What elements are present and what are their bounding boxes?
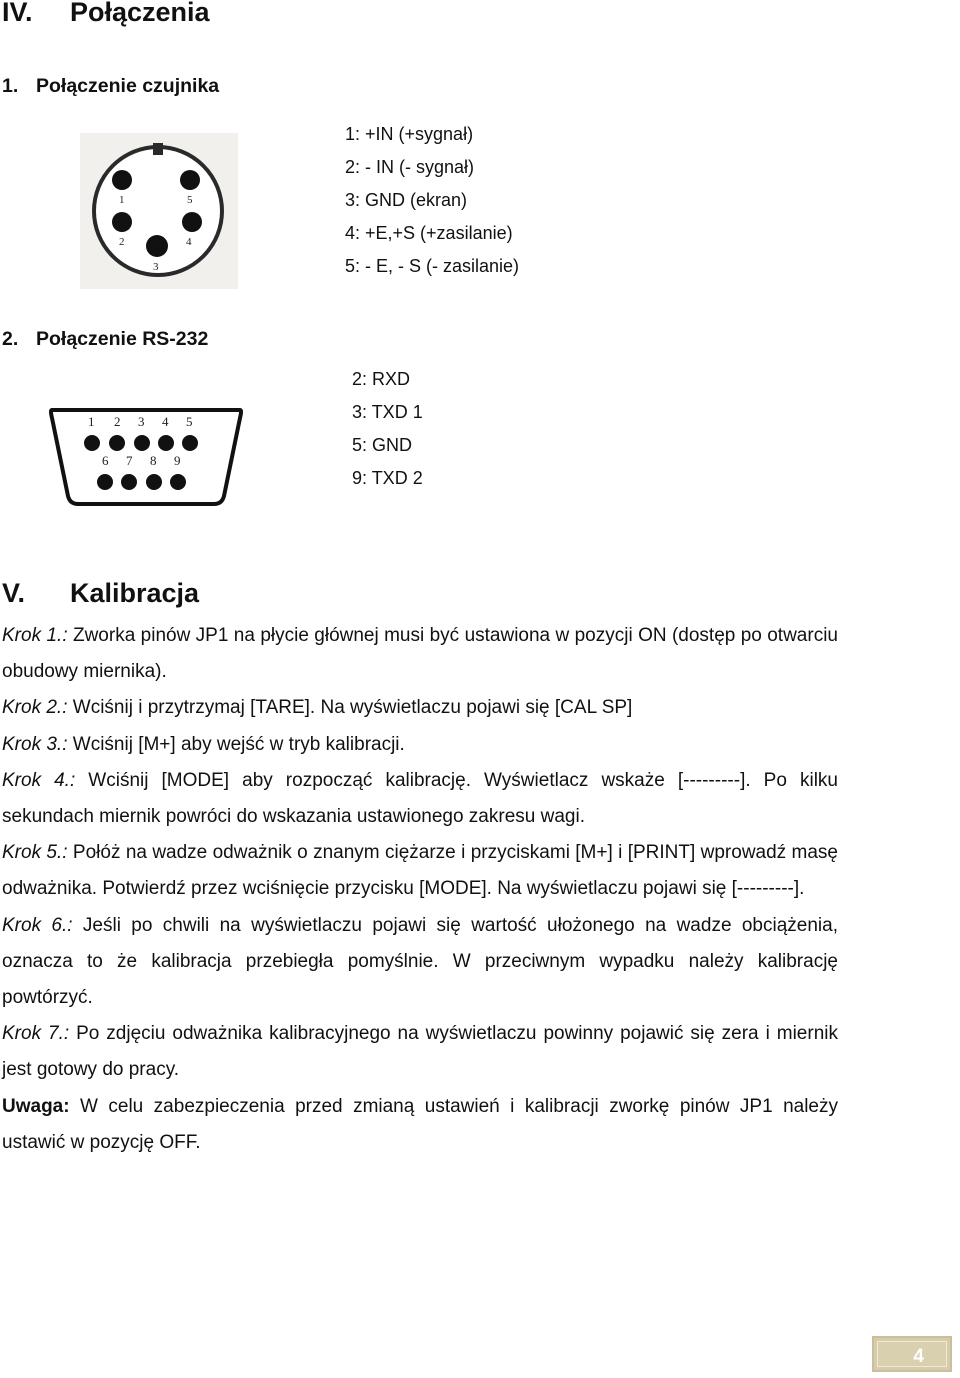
step-text: Wciśnij [M+] aby wejść w tryb kalibracji. [67, 733, 405, 755]
page-number-frame [877, 1341, 947, 1367]
calibration-steps [2, 618, 838, 1161]
din-pin-4 [112, 170, 132, 190]
din-connector-diagram [80, 133, 238, 289]
db9-pin-3 [134, 435, 150, 451]
step-label: Krok 7. [2, 1023, 64, 1045]
connector-key-notch [153, 143, 163, 155]
din-label-4: 4 [186, 236, 192, 248]
step-text: Po zdjęciu odważnika kalibracyjnego na wyświetlaczu powinny pojawić się zera i miernik jest gotowy do pracy. [2, 1023, 838, 1081]
step-text: Zworka pinów JP1 na płycie głównej musi być ustawiona w pozycji ON (dostęp po otwarciu obudowy miernika). [2, 625, 838, 683]
subsection-heading-rs232 [2, 327, 208, 351]
section-title: Połączenia [70, 0, 210, 27]
sensor-pin-list [345, 118, 519, 283]
db9-label-5: 5 [186, 414, 193, 429]
db9-pin-2 [109, 435, 125, 451]
din-pin-1 [112, 212, 132, 232]
page-number: 4 [913, 1346, 924, 1367]
db9-connector-diagram [44, 398, 250, 518]
step-3 [2, 727, 838, 763]
din-label-3: 3 [153, 261, 159, 273]
db9-label-8: 8 [150, 453, 157, 468]
step-text: Wciśnij i przytrzymaj [TARE]. Na wyświetlaczu pojawi się [CAL SP] [67, 697, 633, 719]
rs232-pin-5: 5: GND [352, 435, 413, 455]
db9-pin-1 [84, 435, 100, 451]
db9-pin-8 [146, 474, 162, 490]
section-number: V. [2, 578, 26, 608]
step-label: Krok 2. [2, 697, 63, 719]
section-heading-connections [2, 0, 210, 27]
step-separator: : [67, 914, 73, 936]
step-5 [2, 835, 838, 907]
step-label: Krok 5. [2, 842, 63, 864]
rs232-pin-2: 2: RXD [352, 369, 411, 389]
page-number-badge [872, 1336, 952, 1372]
sensor-pin-3: 3: GND (ekran) [345, 190, 468, 210]
rs232-pin-3: 3: TXD 1 [352, 402, 423, 422]
section-title: Kalibracja [70, 578, 200, 608]
db9-label-1: 1 [88, 414, 95, 429]
sensor-pin-2: 2: - IN (- sygnał) [345, 157, 475, 177]
note-text: W celu zabezpieczenia przed zmianą ustawień i kalibracji zworkę pinów JP1 należy ustawić w pozycję OFF. [2, 1095, 838, 1153]
step-label: Krok 1. [2, 625, 63, 646]
db9-pin-6 [97, 474, 113, 490]
step-label: Krok 4. [2, 769, 70, 791]
step-1 [2, 618, 838, 690]
db9-label-9: 9 [174, 453, 181, 468]
section-heading-calibration [2, 578, 199, 608]
rs232-pin-list [352, 363, 423, 495]
din-pin-5 [182, 212, 202, 232]
subsection-title: Połączenie RS-232 [36, 328, 209, 350]
sensor-pin-1: 1: +IN (+sygnał) [345, 124, 474, 144]
db9-label-7: 7 [126, 453, 133, 468]
step-text: Wciśnij [MODE] aby rozpocząć kalibrację. Wyświetlacz wskaże [---------]. Po kilku sekundach miernik powróci do wskazania ustawionego zakresu wagi. [2, 769, 838, 828]
db9-label-3: 3 [138, 414, 145, 429]
step-label: Krok 3. [2, 733, 63, 755]
db9-pin-4 [158, 435, 174, 451]
db9-pin-5 [182, 435, 198, 451]
note-label: Uwaga: [2, 1095, 70, 1117]
step-text: Jeśli po chwili na wyświetlaczu pojawi się wartość ułożonego na wadze obciążenia, oznacza to że kalibracja przebiegła pomyślnie. W przeciwnym wypadku należy kalibrację powtórzyć. [2, 914, 838, 1009]
step-separator: : [62, 733, 68, 755]
din-pin-3 [146, 235, 168, 257]
rs232-pin-9: 9: TXD 2 [352, 468, 423, 488]
subsection-number: 1. [2, 75, 19, 97]
sensor-pin-4: 4: +E,+S (+zasilanie) [345, 223, 513, 243]
din-pin-4-right [180, 170, 200, 190]
step-separator: : [62, 625, 68, 646]
step-separator: : [69, 769, 76, 791]
din-label-1: 1 [119, 194, 125, 206]
step-7 [2, 1016, 838, 1088]
sensor-pin-5: 5: - E, - S (- zasilanie) [345, 256, 520, 276]
step-2 [2, 690, 838, 726]
step-6 [2, 908, 838, 1017]
step-label: Krok 6. [2, 914, 68, 936]
subsection-number: 2. [2, 328, 19, 350]
subsection-heading-sensor [2, 74, 219, 98]
step-separator: : [62, 697, 68, 719]
db9-outline [51, 410, 241, 504]
db9-label-6: 6 [102, 453, 109, 468]
db9-pin-9 [170, 474, 186, 490]
step-4 [2, 763, 838, 835]
step-separator: : [62, 842, 68, 864]
din-label-2: 2 [119, 236, 125, 248]
section-number: IV. [2, 0, 33, 27]
db9-label-2: 2 [114, 414, 121, 429]
step-text: Połóż na wadze odważnik o znanym ciężarze i przyciskami [M+] i [PRINT] wprowadź masę odważnika. Potwierdź przez wciśnięcie przycisku [MODE]. Na wyświetlaczu pojawi się [---------]. [2, 842, 838, 900]
subsection-title: Połączenie czujnika [36, 75, 220, 97]
step-separator: : [63, 1023, 70, 1045]
warning-note [2, 1089, 838, 1161]
db9-label-4: 4 [162, 414, 169, 429]
db9-pin-7 [121, 474, 137, 490]
din-label-5: 5 [187, 194, 193, 206]
